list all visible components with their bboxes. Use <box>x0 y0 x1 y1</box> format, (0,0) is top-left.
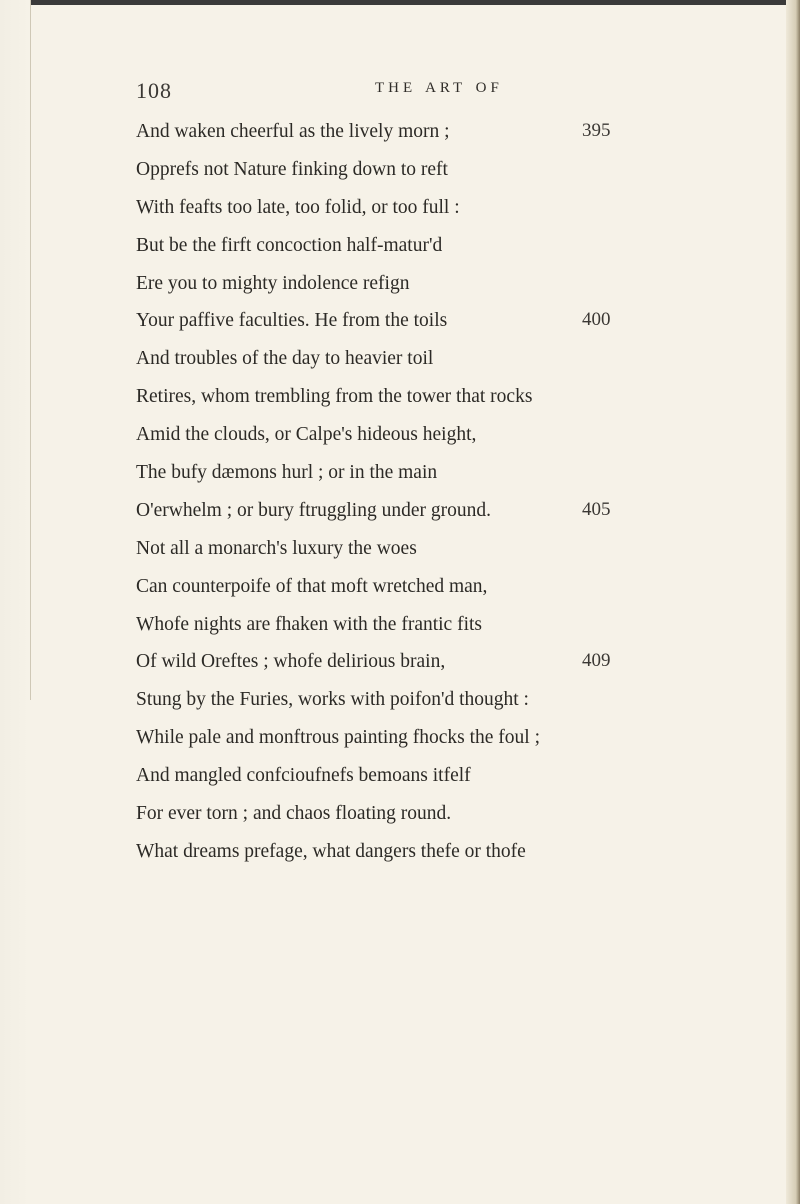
verse-line <box>136 415 756 453</box>
verse-line <box>136 832 756 870</box>
verse-line <box>136 150 756 188</box>
verse-text: And waken cheerful as the lively morn ; <box>136 121 450 142</box>
page-header <box>0 78 800 108</box>
verse-text: Amid the clouds, or Calpe's hideous height, <box>136 424 477 446</box>
verse-line <box>136 301 756 339</box>
verse-line <box>136 680 756 718</box>
verse-line <box>136 491 756 529</box>
page-number: 108 <box>136 78 172 103</box>
verse-text: The bufy dæmons hurl ; or in the main <box>136 462 438 484</box>
line-number: 400 <box>582 309 611 331</box>
verse-text: While pale and monftrous painting fhocks the foul ; <box>136 727 540 749</box>
verse-line <box>136 339 756 377</box>
verse-text: O'erwhelm ; or bury ftruggling under ground. <box>136 499 491 521</box>
verse-line <box>136 112 756 150</box>
verse-line <box>136 567 756 605</box>
line-number: 395 <box>582 120 611 141</box>
verse-line <box>136 453 756 491</box>
verse-line <box>136 605 756 643</box>
verse-text: What dreams prefage, what dangers thefe or thofe <box>136 840 526 862</box>
verse-text: Opprefs not Nature finking down to reft <box>136 158 448 180</box>
verse-text: Stung by the Furies, works with poifon'd thought : <box>136 689 529 711</box>
running-title: THE ART OF <box>375 80 503 96</box>
verse-text: With feafts too late, too folid, or too full : <box>136 196 460 218</box>
poem-text <box>136 112 756 870</box>
verse-text: And troubles of the day to heavier toil <box>136 348 434 370</box>
verse-text: But be the firft concoction half-matur'd <box>136 234 443 256</box>
page-gutter <box>0 0 30 1204</box>
verse-text: Of wild Oreftes ; whofe delirious brain, <box>136 651 446 673</box>
verse-line <box>136 377 756 415</box>
line-number: 409 <box>582 650 611 672</box>
verse-text: Your paffive faculties. He from the toils <box>136 310 448 332</box>
page-top-edge <box>0 0 800 5</box>
verse-line <box>136 188 756 226</box>
verse-text: And mangled confcioufnefs bemoans itfelf <box>136 765 471 787</box>
verse-line <box>136 264 756 302</box>
page-right-edge <box>786 0 800 1204</box>
verse-text: Whofe nights are fhaken with the frantic fits <box>136 613 483 635</box>
verse-line <box>136 226 756 264</box>
line-number: 405 <box>582 498 611 520</box>
verse-line <box>136 642 756 680</box>
verse-line <box>136 794 756 832</box>
verse-text: Ere you to mighty indolence refign <box>136 272 410 294</box>
verse-text: For ever torn ; and chaos floating round. <box>136 803 452 825</box>
verse-line <box>136 529 756 567</box>
verse-text: Can counterpoife of that moft wretched man, <box>136 575 488 597</box>
verse-text: Retires, whom trembling from the tower that rocks <box>136 386 533 408</box>
verse-line <box>136 756 756 794</box>
verse-line <box>136 718 756 756</box>
verse-text: Not all a monarch's luxury the woes <box>136 537 417 559</box>
